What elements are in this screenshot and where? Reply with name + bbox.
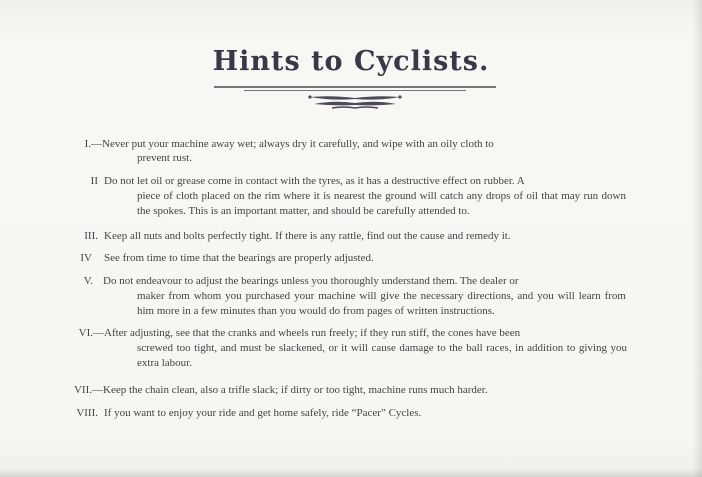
hint-cont-2: piece of cloth placed on the rim where it is nearest the ground will catch any drops of oil that may run down the spokes. This is an important matter, and should be carefully attended to.	[137, 190, 626, 217]
hint-numeral-8: VIII.	[76, 407, 98, 419]
hint-numeral-3: III.	[84, 230, 98, 242]
hint-numeral-4: IV	[80, 252, 92, 264]
hint-text-4: See from time to time that the bearings are properly adjusted.	[104, 252, 374, 264]
title-ornament	[214, 84, 496, 112]
hint-item-2	[90, 174, 626, 189]
hint-text-2: Do not let oil or grease come in contact with the tyres, as it has a destructive effect on rubber. A	[104, 175, 525, 187]
hint-text-7: Keep the chain clean, also a trifle slack; if dirty or too tight, machine runs much harder.	[103, 384, 488, 396]
hint-item-6	[78, 326, 627, 341]
page-bottom-shadow	[0, 469, 702, 477]
hint-numeral-1: I.—	[84, 138, 102, 150]
hint-numeral-2: II	[90, 175, 98, 187]
hint-text-3: Keep all nuts and bolts perfectly tight. If there is any rattle, find out the cause and remedy it.	[104, 230, 511, 242]
hint-cont-5: maker from whom you purchased your machine will give the necessary directions, and you will learn from him more in a few minutes than you would do from pages of written instructions.	[137, 290, 626, 317]
hint-numeral-6: VI.—	[78, 327, 104, 339]
hint-item-7	[73, 383, 633, 398]
page-title: Hints to Cyclists.	[212, 46, 490, 77]
hint-numeral-5: V.	[83, 275, 93, 287]
hint-item-1	[84, 137, 627, 152]
hint-item-4	[80, 251, 624, 266]
hint-cont-1: prevent rust.	[137, 152, 192, 164]
hint-item-5	[83, 274, 626, 289]
hint-text-5: Do not endeavour to adjust the bearings unless you thoroughly understand them. The dealer or	[103, 275, 519, 287]
hint-text-8: If you want to enjoy your ride and get home safely, ride “Pacer” Cycles.	[104, 407, 422, 419]
hint-cont-6: screwed too tight, and must be slackened, or it will cause damage to the ball races, in addition to giving you extra labour.	[137, 342, 627, 369]
hint-item-3	[84, 229, 634, 244]
hint-text-6: After adjusting, see that the cranks and wheels run freely; if they run stiff, the cones have been	[104, 327, 521, 339]
hint-numeral-7: VII.—	[73, 384, 103, 396]
hint-item-8	[76, 406, 624, 421]
hint-text-1: Never put your machine away wet; always dry it carefully, and wipe with an oily cloth to	[102, 138, 494, 150]
